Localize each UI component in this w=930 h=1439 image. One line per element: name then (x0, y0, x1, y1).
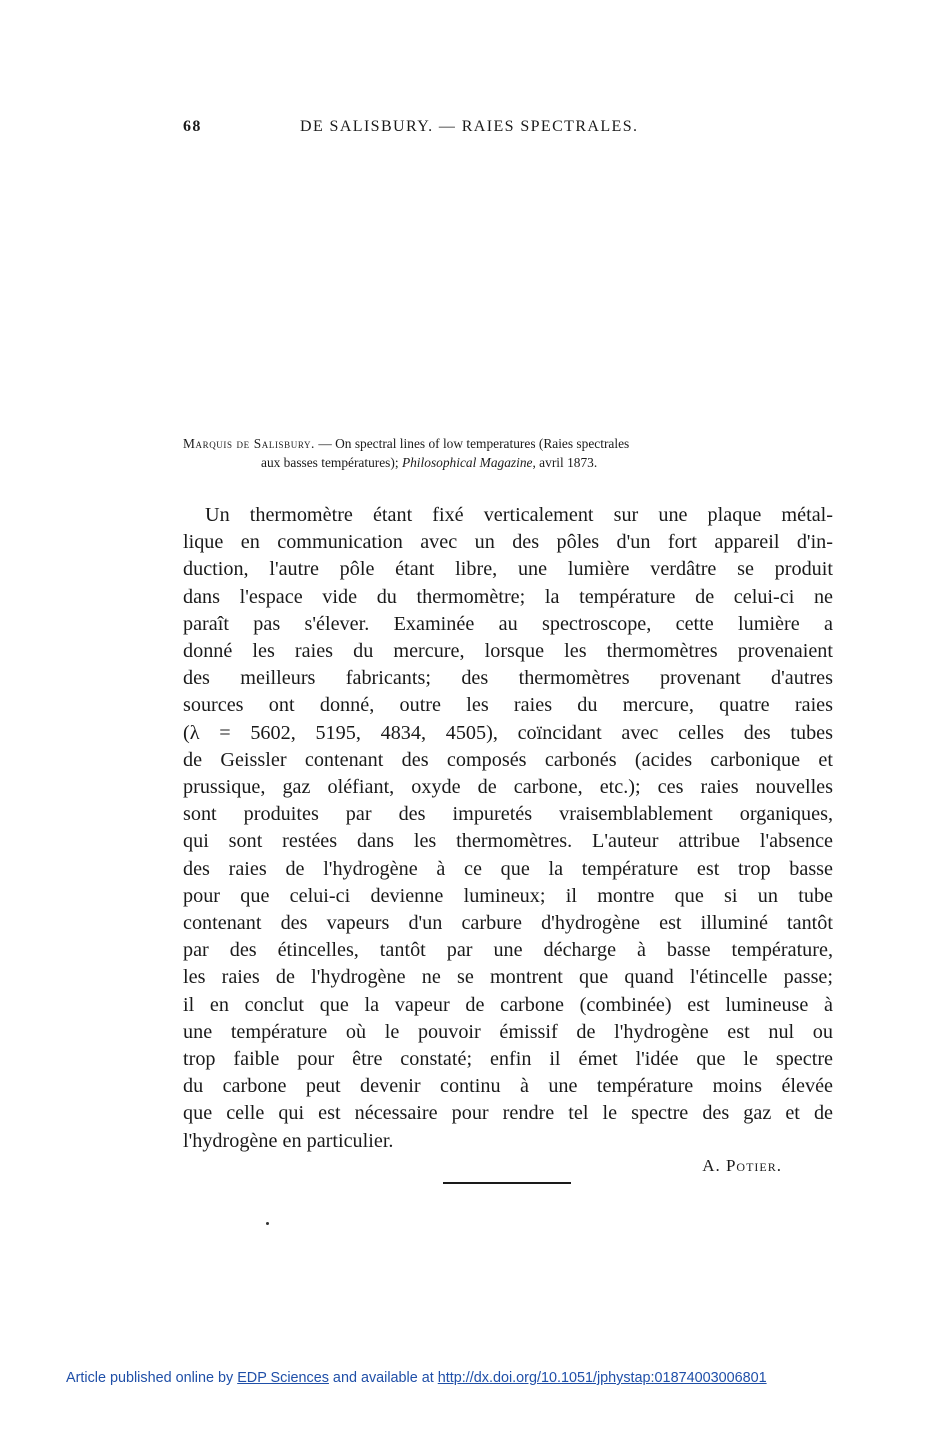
running-title: DE SALISBURY. — RAIES SPECTRALES. (300, 118, 639, 135)
reference-separator: — (315, 436, 336, 451)
text-line: sources ont donné, outre les raies du mercure, quatre raies (183, 694, 833, 717)
text-line: Un thermomètre étant fixé verticalement sur une plaque métal- (205, 504, 833, 526)
text-line: des meilleurs fabricants; des thermomètres provenant d'autres (183, 667, 833, 690)
reference-author: Marquis de Salisbury. (183, 436, 316, 451)
signature-initial: A. (702, 1156, 726, 1175)
text-line: que celle qui est nécessaire pour rendre tel le spectre des gaz et de (183, 1102, 833, 1125)
text-line: paraît pas s'élever. Examinée au spectroscope, cette lumière a (183, 612, 833, 635)
publisher-link[interactable]: EDP Sciences (237, 1370, 329, 1386)
signature-name: Potier. (725, 1156, 782, 1175)
footer-prefix: Article published online by (66, 1370, 238, 1386)
text-line: dans l'espace vide du thermomètre; la température de celui-ci ne (183, 585, 833, 608)
author-signature (702, 1156, 782, 1176)
text-line: prussique, gaz oléfiant, oxyde de carbone, etc.); ces raies nouvelles (183, 776, 833, 799)
reference-title-part-2: aux basses températures); (261, 455, 399, 470)
text-line: par des étincelles, tantôt par une décharge à basse température, (183, 939, 833, 962)
text-line: contenant des vapeurs d'un carbure d'hydrogène est illuminé tantôt (183, 912, 833, 935)
article-body (183, 502, 833, 1155)
footer-middle: and available at (328, 1370, 438, 1386)
text-line: l'hydrogène en particulier. (183, 1129, 394, 1152)
reference-line-2 (183, 453, 833, 472)
scan-artifact-dot (266, 1222, 269, 1225)
text-line: pour que celui-ci devienne lumineux; il montre que si un tube (183, 884, 833, 907)
reference-line-1 (183, 434, 833, 453)
text-line: (λ = 5602, 5195, 4834, 4505), coïncidant avec celles des tubes (183, 721, 833, 744)
text-line: des raies de l'hydrogène à ce que la température est trop basse (183, 857, 833, 880)
end-rule (443, 1182, 571, 1184)
reference-journal: Philosophical Magazine (401, 455, 533, 470)
text-line: il en conclut que la vapeur de carbone (combinée) est lumineuse à (183, 993, 833, 1016)
text-line: de Geissler contenant des composés carbonés (acides carbonique et (183, 748, 833, 771)
text-line: du carbone peut devenir continu à une température moins élevée (183, 1075, 833, 1098)
bibliographic-reference (183, 434, 833, 472)
doi-link[interactable]: http://dx.doi.org/10.1051/jphystap:01874003006801 (437, 1370, 767, 1386)
text-line: les raies de l'hydrogène ne se montrent que quand l'étincelle passe; (183, 966, 833, 989)
text-line: trop faible pour être constaté; enfin il émet l'idée que le spectre (183, 1048, 833, 1071)
text-line: donné les raies du mercure, lorsque les thermomètres provenaient (183, 640, 833, 663)
text-line: sont produites par des impuretés vraisemblablement organiques, (183, 803, 833, 826)
text-line: une température où le pouvoir émissif de l'hydrogène est nul ou (183, 1020, 833, 1043)
text-line: qui sont restées dans les thermomètres. L'auteur attribue l'absence (183, 830, 833, 853)
page-number: 68 (183, 118, 202, 135)
reference-date: , avril 1873. (532, 455, 598, 470)
reference-title-part-1: On spectral lines of low temperatures (Raies spectrales (335, 436, 630, 451)
publication-footer (66, 1370, 906, 1386)
text-line: duction, l'autre pôle étant libre, une lumière verdâtre se produit (183, 558, 833, 581)
text-line: lique en communication avec un des pôles d'un fort appareil d'in- (183, 531, 833, 554)
